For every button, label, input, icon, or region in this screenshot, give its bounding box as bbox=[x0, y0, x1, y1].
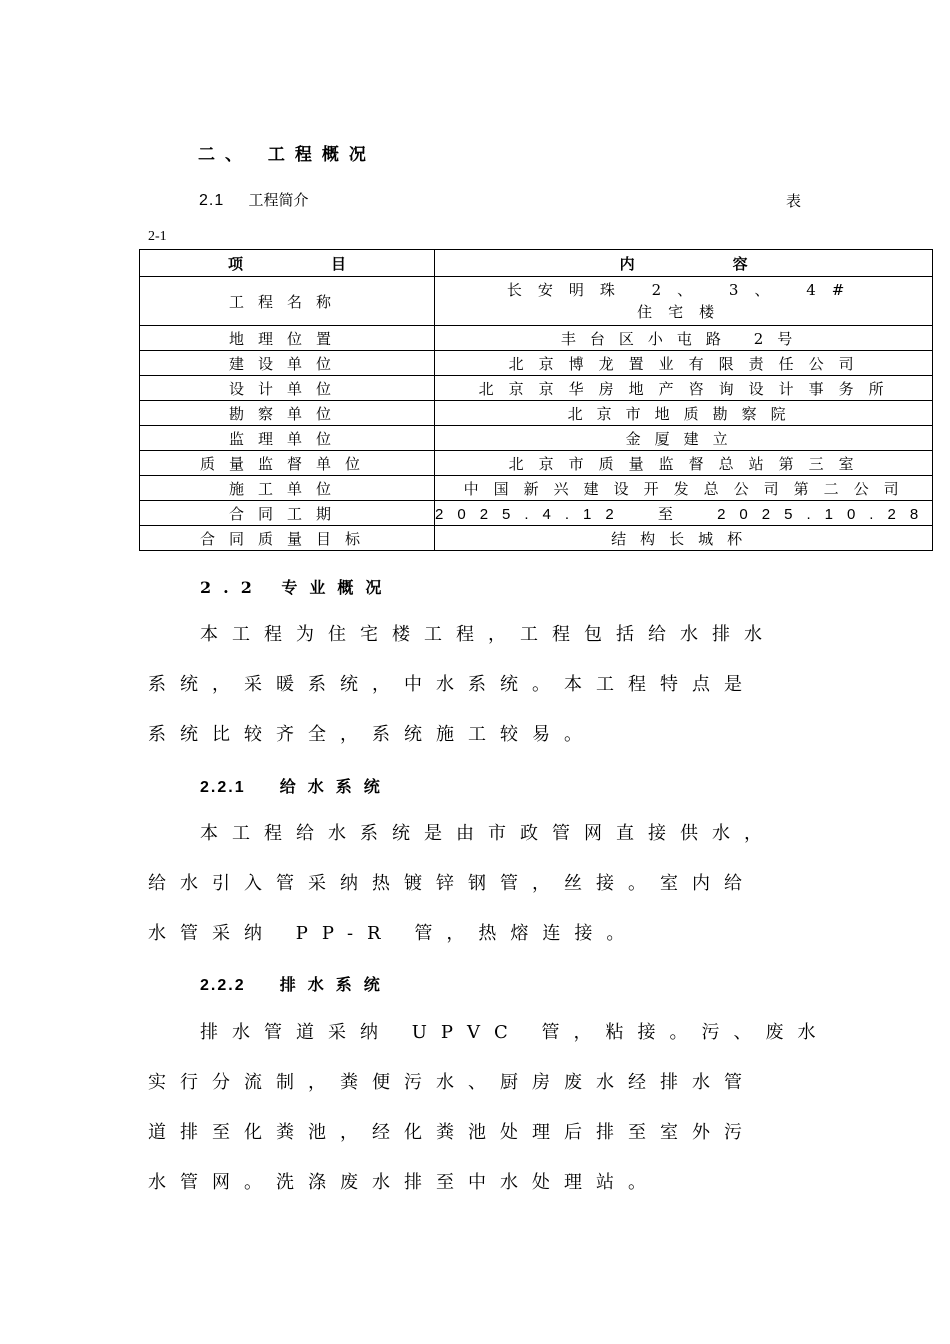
table-row bbox=[140, 526, 933, 551]
paragraph-line: 水管采纳 PP-R 管，热熔连接。 bbox=[148, 923, 639, 944]
row-value: 金厦建立 bbox=[435, 426, 933, 451]
paragraph-line: 给水引入管采纳热镀锌钢管，丝接。室内给 bbox=[148, 873, 756, 894]
paragraph-line: 系统，采暖系统，中水系统。本工程特点是 bbox=[148, 674, 756, 695]
paragraph-line: 道排至化粪池，经化粪池处理后排至室外污 bbox=[148, 1122, 756, 1143]
row-value: 北京京华房地产咨询设计事务所 bbox=[435, 376, 933, 401]
row-value: 结构长城杯 bbox=[435, 526, 933, 551]
paragraph-line: 系统比较齐全，系统施工较易。 bbox=[148, 724, 596, 745]
table-row bbox=[140, 476, 933, 501]
row-value: 2025.4.12 至 2025.10.28 bbox=[435, 501, 933, 526]
row-value: 北京市质量监督总站第三室 bbox=[435, 451, 933, 476]
subsection-2-1-title: 工程简介 bbox=[248, 191, 309, 209]
paragraph-line: 水管网。洗涤废水排至中水处理站。 bbox=[148, 1172, 660, 1193]
table-label-number: 2-1 bbox=[148, 229, 167, 244]
row-label: 设计单位 bbox=[140, 376, 435, 401]
paragraph-line: 排水管道采纳 UPVC 管，粘接。污、废水 bbox=[200, 1022, 830, 1043]
row-value: 中国新兴建设开发总公司第二公司 bbox=[435, 476, 933, 501]
row-label: 施工单位 bbox=[140, 476, 435, 501]
subsection-2-2-2-number: 2.2.2 bbox=[200, 977, 246, 994]
table-row bbox=[140, 426, 933, 451]
row-value: 北京博龙置业有限责任公司 bbox=[435, 351, 933, 376]
row-label: 合同工期 bbox=[140, 501, 435, 526]
table-header-row bbox=[140, 250, 933, 277]
subsection-2-2-1-number: 2.2.1 bbox=[200, 779, 246, 796]
subsection-2-1-number: 2.1 bbox=[199, 192, 225, 209]
row-label: 监理单位 bbox=[140, 426, 435, 451]
row-label: 质量监督单位 bbox=[140, 451, 435, 476]
subsection-2-1-heading bbox=[199, 189, 308, 210]
table-row bbox=[140, 401, 933, 426]
paragraph-line: 实行分流制，粪便污水、厨房废水经排水管 bbox=[148, 1072, 756, 1093]
row-label: 勘察单位 bbox=[140, 401, 435, 426]
row-label: 工程名称 bbox=[140, 277, 435, 326]
row-label: 建设单位 bbox=[140, 351, 435, 376]
table-header-item: 项目 bbox=[140, 250, 435, 277]
row-label: 地理位置 bbox=[140, 326, 435, 351]
table-row bbox=[140, 351, 933, 376]
paragraph-line: 本工程给水系统是由市政管网直接供水， bbox=[200, 823, 776, 844]
table-header-content: 内容 bbox=[435, 250, 933, 277]
table-row bbox=[140, 326, 933, 351]
subsection-2-2-1-heading bbox=[200, 774, 392, 797]
section-title: 二、 工程概况 bbox=[198, 145, 376, 165]
table-label-prefix: 表 bbox=[786, 192, 802, 210]
table-row bbox=[140, 376, 933, 401]
table-row bbox=[140, 501, 933, 526]
paragraph-line: 本工程为住宅楼工程，工程包括给水排水 bbox=[200, 624, 776, 645]
row-label: 合同质量目标 bbox=[140, 526, 435, 551]
row-value: 北京市地质勘察院 bbox=[435, 401, 933, 426]
project-info-table bbox=[139, 249, 933, 551]
row-value: 长安明珠 2、 3、 4# 住宅楼 bbox=[435, 277, 933, 326]
subsection-2-2-2-title: 排水系统 bbox=[279, 975, 392, 994]
subsection-2-2-heading: 2.2 专业概况 bbox=[200, 578, 394, 597]
subsection-2-2-1-title: 给水系统 bbox=[279, 777, 392, 796]
table-row bbox=[140, 451, 933, 476]
subsection-2-2-2-heading bbox=[200, 972, 392, 995]
row-value: 丰台区小屯路 2号 bbox=[435, 326, 933, 351]
table-row bbox=[140, 277, 933, 326]
